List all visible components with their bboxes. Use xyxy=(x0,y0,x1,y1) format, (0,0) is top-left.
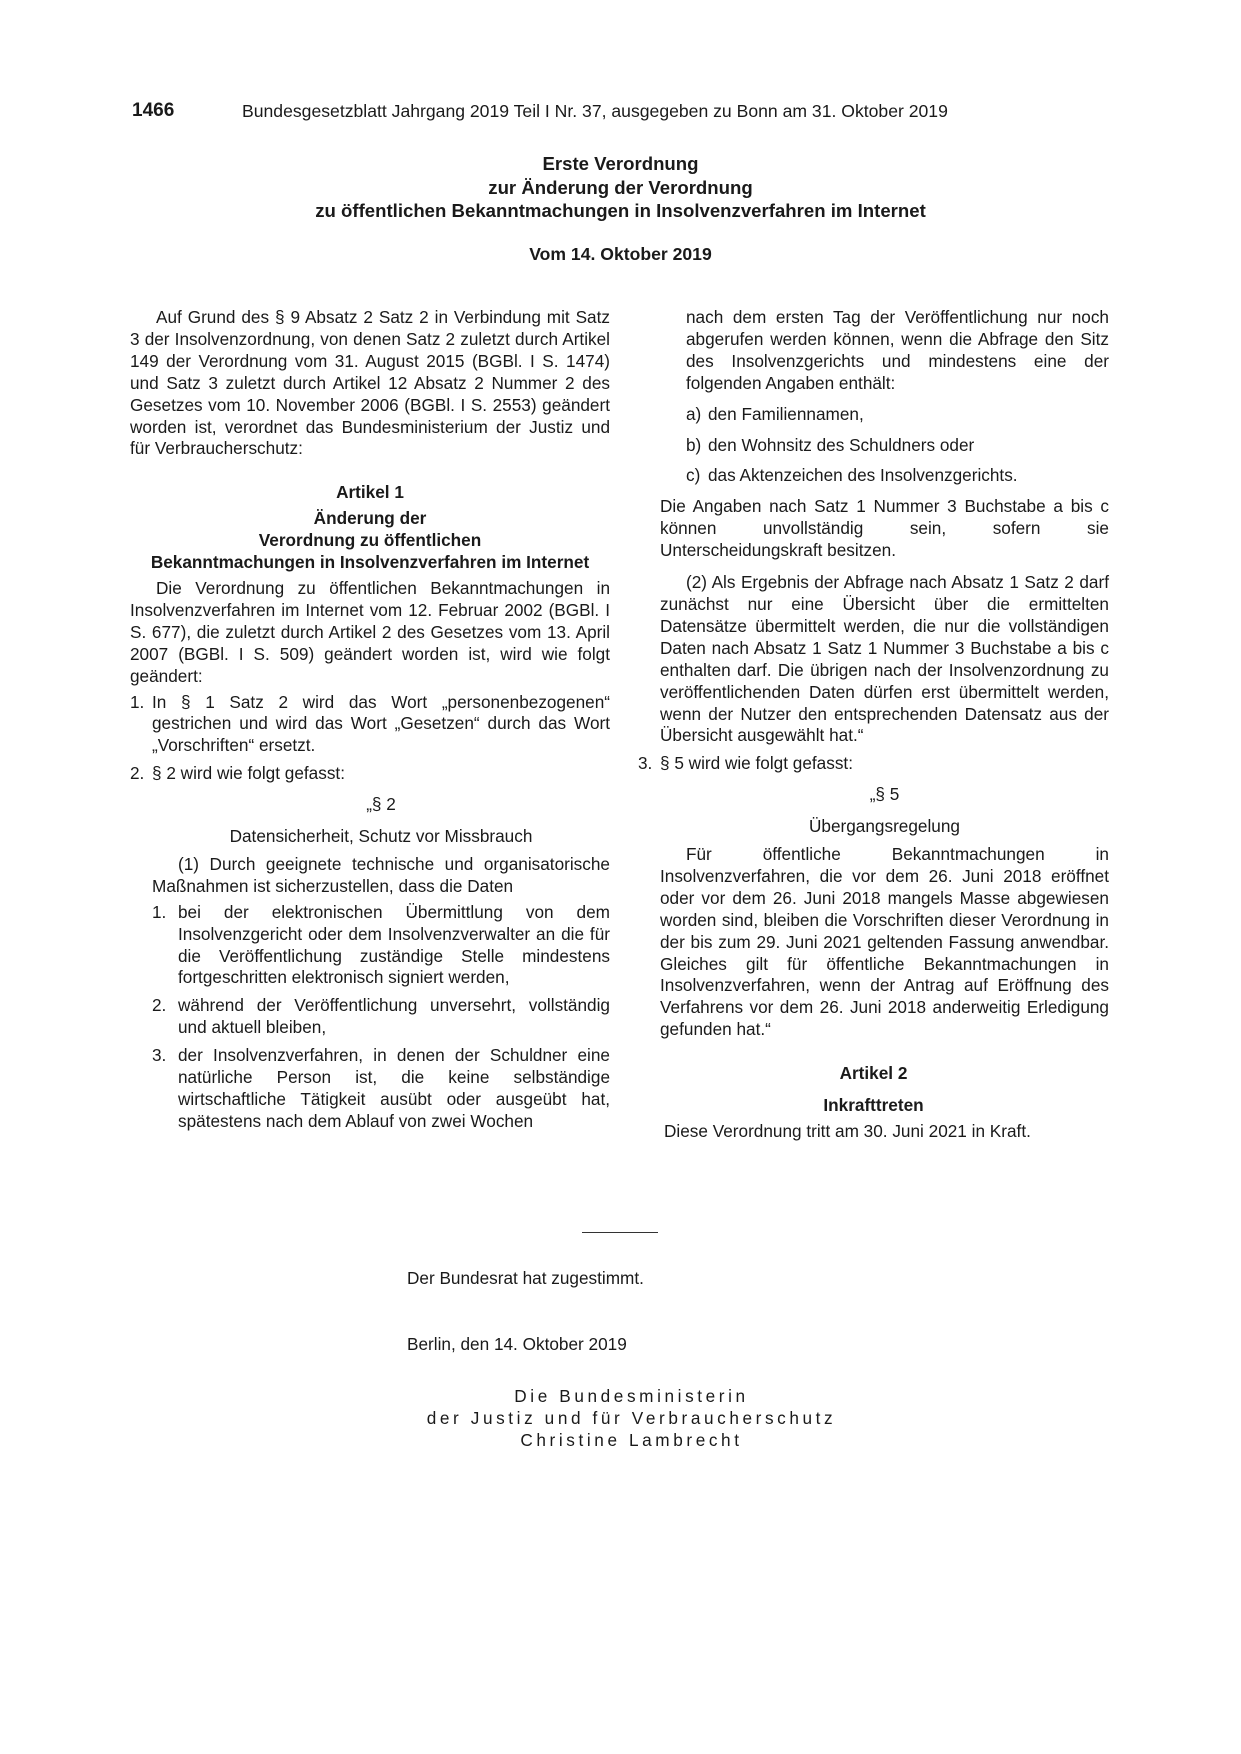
article-1-intro: Die Verordnung zu öffentlichen Bekanntmachungen in Insolvenzverfahren im Internet vom 12. Februar 2002 (BGBl. I S. 677), die zuletzt durch Artikel 2 des Gesetzes vom 13. April 2007 (BGBl. I S. 509) geändert worden ist, wird wie folgt geändert: xyxy=(130,577,610,686)
article-2-text: Diese Verordnung tritt am 30. Juni 2021 in Kraft. xyxy=(664,1121,1031,1141)
left-column xyxy=(130,307,610,1133)
section-5-text: Für öffentliche Bekanntmachungen in Insolvenzverfahren, die vor dem 26. Juni 2018 eröffnet oder vor dem 26. Juni 2018 mangels Masse abgewiesen worden sind, bleiben die Vorschriften dieser Verordnung in der bis zum 29. Juni 2021 geltenden Fassung anwendbar. Gleiches gilt für öffentliche Bekanntmachungen in Insolvenzverfahren, wenn der Antrag auf Eröffnung des Verfahrens vor dem 26. Juni 2018 anderweitig Erledigung gefunden hat.“ xyxy=(660,844,1109,1040)
sub-item-1 xyxy=(152,902,610,990)
preamble: Auf Grund des § 9 Absatz 2 Satz 2 in Verbindung mit Satz 3 der Insolvenzordnung, von denen Satz 2 zuletzt durch Artikel 149 der Verordnung vom 31. August 2015 (BGBl. I S. 1474) und Satz 3 zuletzt durch Artikel 12 Absatz 2 Nummer 2 des Gesetzes vom 10. November 2006 (BGBl. I S. 2553) geändert worden ist, verordnet das Bundesministerium der Justiz und für Verbraucherschutz: xyxy=(130,307,610,459)
article-1-label: Artikel 1 xyxy=(336,482,404,503)
item-number: 3. xyxy=(638,753,653,774)
angaben-paragraph: Die Angaben nach Satz 1 Nummer 3 Buchstabe a bis c können unvollständig sein, sofern sie Unterscheidungskraft besitzen. xyxy=(660,496,1109,561)
item-text: In § 1 Satz 2 wird das Wort „personenbezogenen“ gestrichen und wird das Wort „Gesetzen“ durch das Wort „Vorschriften“ ersetzt. xyxy=(152,691,610,756)
title-line-1: Erste Verordnung xyxy=(542,153,699,174)
title-line-2: zur Änderung der Verordnung xyxy=(488,176,753,198)
section-5-heading: Übergangsregelung xyxy=(809,816,960,837)
item-text: den Wohnsitz des Schuldners oder xyxy=(708,434,975,455)
list-item-b xyxy=(686,435,1109,457)
bundesrat-consent: Der Bundesrat hat zugestimmt. xyxy=(407,1268,644,1288)
item-text: § 5 wird wie folgt gefasst: xyxy=(660,753,853,774)
item-text: während der Veröffentlichung unversehrt, vollständig und aktuell bleiben, xyxy=(178,995,610,1038)
amendment-item-2 xyxy=(130,763,610,785)
item-text: der Insolvenzverfahren, in denen der Schuldner eine natürliche Person ist, die keine selbständige wirtschaftliche Tätigkeit ausübt oder ausgeübt hat, spätestens nach dem Ablauf von zwei Wochen xyxy=(178,1045,610,1131)
item-number: 2. xyxy=(130,763,145,784)
sub-item-2 xyxy=(152,995,610,1039)
item-label: b) xyxy=(686,434,702,455)
article-1-heading-line-3: Bekanntmachungen in Insolvenzverfahren im Internet xyxy=(150,552,590,573)
list-item-c xyxy=(686,465,1109,487)
item-text: das Aktenzeichen des Insolvenzgerichts. xyxy=(708,465,1018,486)
article-2-label: Artikel 2 xyxy=(839,1063,908,1084)
sub-item-3-continuation: nach dem ersten Tag der Veröffentlichung nur noch abgerufen werden können, wenn die Abfrage den Sitz des Insolvenzgerichts und mindestens eine der folgenden Angaben enthält: xyxy=(686,307,1109,393)
item-text: bei der elektronischen Übermittlung von dem Insolvenzgericht oder dem Insolvenzverwalter an die für die Veröffentlichung zuständige Stelle mindestens fortgeschritten elektronisch signiert werden, xyxy=(178,901,610,988)
page-number: 1466 xyxy=(132,100,175,121)
document-title xyxy=(0,152,1241,223)
separator-rule xyxy=(582,1232,658,1233)
section-2-label: „§ 2 xyxy=(366,794,396,815)
article-1-heading-line-1: Änderung der xyxy=(313,508,427,529)
signatory-name: Christine Lambrecht xyxy=(520,1430,743,1450)
item-number: 2. xyxy=(152,995,167,1016)
section-2-paragraph-1: (1) Durch geeignete technische und organisatorische Maßnahmen ist sicherzustellen, dass die Daten xyxy=(152,853,610,896)
section-2-paragraph-2: (2) Als Ergebnis der Abfrage nach Absatz 1 Satz 2 darf zunächst nur eine Übersicht über die ermittelten Datensätze übermittelt werden, die nur die vollständigen Daten nach Absatz 1 Satz 1 Nummer 3 Buchstabe a bis c enthalten darf. Die übrigen nach der Insolvenzordnung zu veröffentlichenden Daten dürfen erst übermittelt werden, wenn der Nutzer den entsprechenden Datensatz aus der Übersicht ausgewählt hat.“ xyxy=(660,572,1109,746)
amendment-item-3 xyxy=(638,753,1109,775)
signatory-line-2: der Justiz und für Verbraucherschutz xyxy=(426,1408,837,1428)
sub-item-3 xyxy=(152,1045,610,1133)
title-line-3: zu öffentlichen Bekanntmachungen in Insolvenzverfahren im Internet xyxy=(315,200,926,221)
section-2-heading: Datensicherheit, Schutz vor Missbrauch xyxy=(229,826,533,847)
place-and-date: Berlin, den 14. Oktober 2019 xyxy=(407,1334,627,1354)
item-number: 1. xyxy=(152,901,167,922)
list-item-a xyxy=(686,404,1109,426)
item-number: 1. xyxy=(130,691,145,712)
running-header: Bundesgesetzblatt Jahrgang 2019 Teil I Nr. 37, ausgegeben zu Bonn am 31. Oktober 2019 xyxy=(242,101,948,121)
item-text: den Familiennamen, xyxy=(708,403,864,424)
amendment-item-1 xyxy=(130,692,610,758)
document-date: Vom 14. Oktober 2019 xyxy=(529,244,712,264)
item-label: c) xyxy=(686,465,701,486)
signatory-line-1: Die Bundesministerin xyxy=(514,1386,749,1406)
article-1-heading-line-2: Verordnung zu öffentlichen xyxy=(258,530,482,551)
item-text: § 2 wird wie folgt gefasst: xyxy=(152,763,345,784)
section-5-label: „§ 5 xyxy=(869,784,900,805)
article-2-heading: Inkrafttreten xyxy=(823,1095,924,1116)
item-label: a) xyxy=(686,403,702,424)
item-number: 3. xyxy=(152,1045,167,1066)
right-column xyxy=(638,307,1109,1143)
